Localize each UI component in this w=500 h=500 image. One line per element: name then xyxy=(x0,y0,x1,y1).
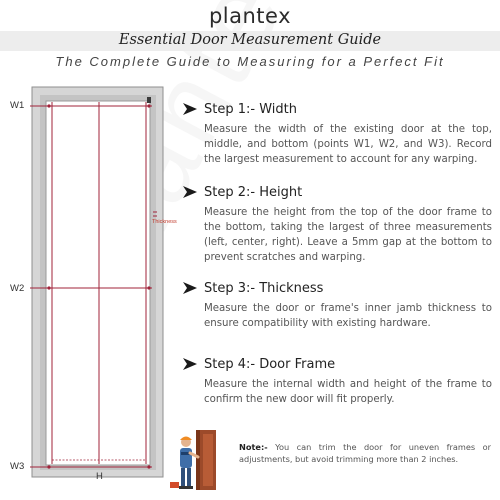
door-diagram xyxy=(0,70,175,480)
step-1 xyxy=(182,100,492,167)
note-label: Note:- xyxy=(239,442,268,452)
step-3-description: Measure the door or frame's inner jamb thickness to ensure compatibility with existing hardware. xyxy=(204,303,492,329)
note-text: You can trim the door for uneven frames or adjustments, but avoid trimming more than 2 inches. xyxy=(239,442,491,464)
brand-name: plantex xyxy=(208,4,292,28)
w1-point-right xyxy=(147,104,150,107)
label-w1: W1 xyxy=(10,100,25,111)
brand-logo xyxy=(0,4,500,28)
step-2-title: Step 2:- Height xyxy=(204,184,303,200)
step-4-title: Step 4:- Door Frame xyxy=(204,356,336,372)
step-3-header xyxy=(182,279,492,297)
step-2 xyxy=(182,183,492,265)
w3-point-left xyxy=(47,465,50,468)
arrow-icon xyxy=(182,185,198,199)
w3-point-right xyxy=(147,465,150,468)
step-3-title: Step 3:- Thickness xyxy=(204,280,324,296)
door-opening xyxy=(46,101,150,465)
arrow-icon xyxy=(182,281,198,295)
step-1-header xyxy=(182,100,492,118)
label-thickness: Thickness xyxy=(152,219,177,225)
w2-point-left xyxy=(47,286,50,289)
w2-point-right xyxy=(147,286,150,289)
label-w2: W2 xyxy=(10,283,25,294)
note-box xyxy=(239,441,491,465)
w1-point-left xyxy=(47,104,50,107)
step-4-header xyxy=(182,355,492,373)
label-w3: W3 xyxy=(10,461,25,472)
step-4 xyxy=(182,355,492,407)
arrow-icon xyxy=(182,357,198,371)
step-4-description: Measure the internal width and height of the frame to confirm the new door will fit properly. xyxy=(204,379,492,405)
step-1-description: Measure the width of the existing door at the top, middle, and bottom (points W1, W2, and W3). Record the largest measurement to account for any warping. xyxy=(204,124,492,165)
step-1-title: Step 1:- Width xyxy=(204,101,297,117)
label-h: H xyxy=(96,471,103,482)
step-2-description: Measure the height from the top of the door frame to the bottom, taking the largest of three measurements (left, center, right). Leave a 5mm gap at the bottom to prevent scratches and warping. xyxy=(204,207,492,263)
page-title: Essential Door Measurement Guide xyxy=(118,32,382,48)
worker-with-door-illustration xyxy=(170,428,222,494)
step-3 xyxy=(182,279,492,331)
corner-marker xyxy=(147,97,151,103)
page-subtitle: The Complete Guide to Measuring for a Perfect Fit xyxy=(55,54,445,69)
step-2-header xyxy=(182,183,492,201)
arrow-icon xyxy=(182,102,198,116)
